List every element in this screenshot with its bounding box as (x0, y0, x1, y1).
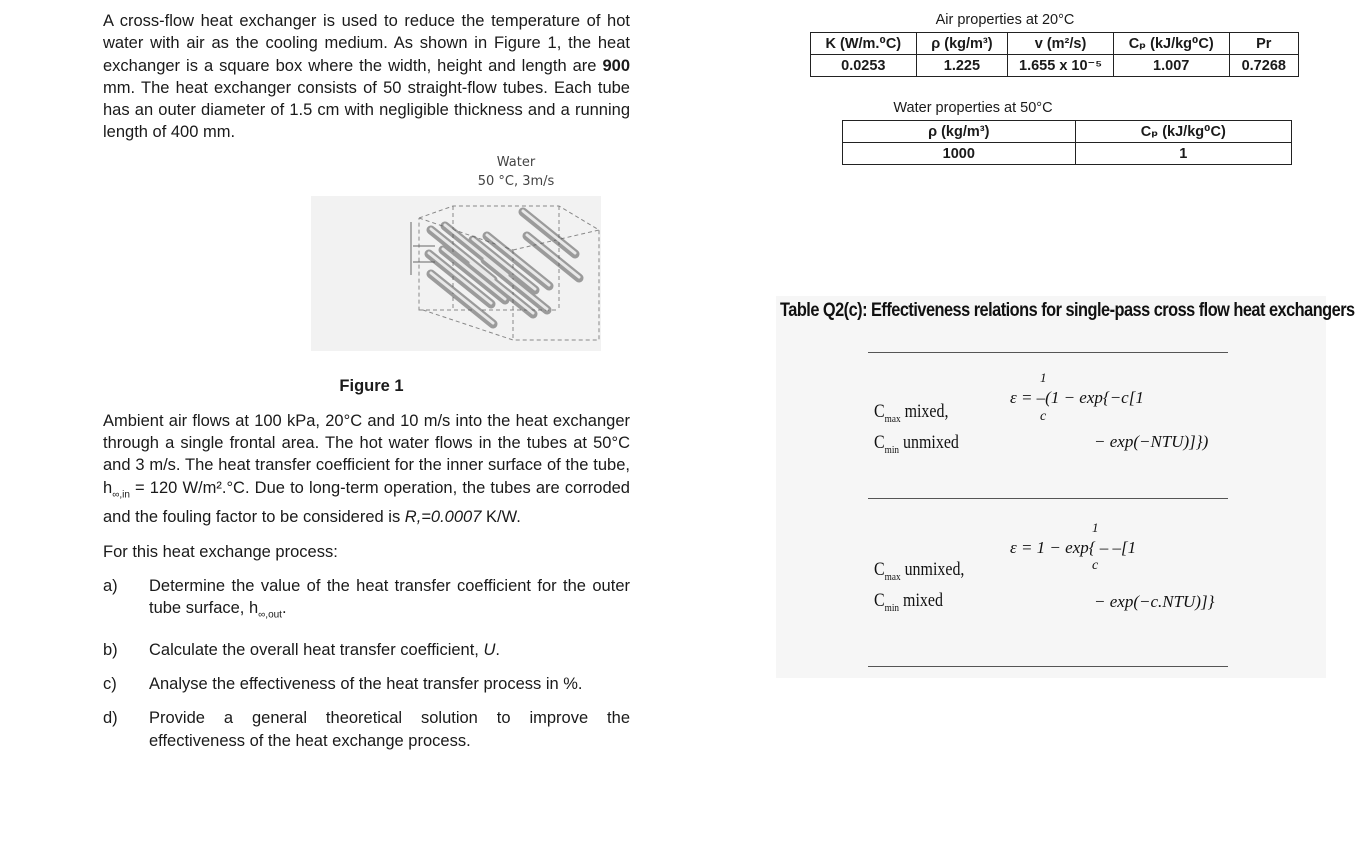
figure-caption: Figure 1 (339, 376, 404, 395)
table-rule (868, 352, 1228, 353)
question-d-text: Provide a general theoretical solution to improve the effectiveness of the heat exchange process. (149, 709, 630, 750)
table-row (811, 55, 1299, 77)
c-symbol: C (874, 431, 885, 453)
question-a-text: Determine the value of the heat transfer coefficient for the outer tube surface, h (149, 576, 630, 618)
case-text: unmixed, (900, 559, 965, 580)
question-b-end: . (495, 640, 500, 659)
table-header-cell: Cₚ (kJ/kg⁰C) (1113, 33, 1229, 55)
question-b-text: Calculate the overall heat transfer coefficient, (149, 640, 484, 659)
u-symbol: U (483, 640, 496, 659)
conditions-paragraph (103, 410, 630, 529)
intro-bold-dimension: 900 (602, 56, 630, 75)
c-symbol: C (874, 559, 885, 580)
table-cell: 0.7268 (1229, 55, 1298, 77)
question-d (103, 707, 630, 752)
air-properties-table (810, 32, 1299, 77)
eq1-top: ε = ‒(1 − exp{−c[1 (1010, 388, 1144, 407)
eq2-numerator: 1 (1092, 520, 1099, 535)
c-subscript: max (884, 412, 901, 425)
table-rule (868, 666, 1228, 667)
case-2-label (874, 558, 964, 620)
table-header-cell: K (W/m.⁰C) (811, 33, 917, 55)
question-letter: b) (103, 640, 118, 659)
case-1-label (874, 400, 959, 462)
question-letter: c) (103, 675, 117, 694)
h-outer-subscript: ∞,out (258, 609, 282, 621)
conditions-text-a: Ambient air flows at 100 kPa, 20°C and 10 m/s into the heat exchanger through a single frontal area. The hot water flows in the tubes at 50°C and 3 m/s. The heat transfer coefficient for the inner surface of the tube, h (103, 411, 630, 497)
fouling-factor: R,=0.0007 (404, 508, 482, 527)
question-list (103, 575, 630, 752)
effectiveness-title: Table Q2(c): Effectiveness relations for single-pass cross flow heat exchangers (780, 300, 1355, 321)
water-label: Water (496, 154, 536, 170)
table-header-cell: v (m²/s) (1008, 33, 1114, 55)
case-text: mixed (899, 589, 943, 611)
c-subscript: max (884, 570, 901, 583)
table-cell: 0.0253 (811, 55, 917, 77)
question-text (149, 639, 630, 661)
eq1-bottom: − exp(−NTU)]}) (1094, 432, 1209, 451)
conditions-text-b: = 120 W/m².°C. Due to long-term operation, the tubes are corroded and the fouling factor to be considered is (103, 478, 630, 527)
process-intro: For this heat exchange process: (103, 542, 338, 561)
eq1-numerator: 1 (1040, 370, 1047, 385)
table-header-cell: ρ (kg/m³) (843, 121, 1076, 143)
table-header-cell: Pr (1229, 33, 1298, 55)
eq2-denominator: c (1092, 558, 1099, 573)
table-row (811, 33, 1299, 55)
intro-paragraph (103, 10, 630, 144)
h-inner-subscript: ∞,in (112, 488, 130, 500)
question-letter: d) (103, 709, 118, 728)
problem-column (103, 10, 630, 764)
question-text (149, 575, 630, 627)
c-subscript: min (884, 601, 900, 614)
table-cell: 1.655 x 10⁻⁵ (1008, 55, 1114, 77)
eq2-top: ε = 1 − exp{ ‒ ‒[1 (1010, 538, 1137, 557)
question-letter: a) (103, 576, 118, 595)
effectiveness-table (776, 296, 1355, 678)
table-row (843, 143, 1292, 165)
water-properties-table (842, 120, 1292, 165)
eq2-bottom: − exp(−c.NTU)]} (1094, 592, 1215, 611)
intro-text: A cross-flow heat exchanger is used to reduce the temperature of hot water with air as the cooling medium. As shown in Figure 1, the heat exchanger is a square box where the width, height and length are (103, 12, 630, 75)
intro-text-end: mm. The heat exchanger consists of 50 straight-flow tubes. Each tube has an outer diameter of 1.5 cm with negligible thickness and a running length of 400 mm. (103, 78, 630, 142)
c-symbol: C (874, 401, 885, 422)
air-table-title: Air properties at 20°C (935, 12, 1075, 28)
question-c-text: Analyse the effectiveness of the heat transfer process in %. (149, 675, 583, 694)
figure-1 (103, 150, 630, 355)
water-conditions: 50 °C, 3m/s (477, 173, 555, 189)
table-rule (868, 498, 1228, 499)
table-cell: 1.007 (1113, 55, 1229, 77)
table-header-cell: ρ (kg/m³) (916, 33, 1008, 55)
water-table-title: Water properties at 50°C (893, 100, 1053, 116)
table-cell: 1.225 (916, 55, 1008, 77)
table-header-cell: Cₚ (kJ/kg⁰C) (1075, 121, 1291, 143)
heat-exchanger-diagram (223, 150, 643, 355)
question-c (103, 673, 630, 695)
table-cell: 1 (1075, 143, 1291, 165)
table-cell: 1000 (843, 143, 1076, 165)
case-text: mixed, (900, 401, 949, 422)
case-text: unmixed (899, 431, 959, 453)
question-a-end: . (281, 599, 287, 618)
table-row (843, 121, 1292, 143)
question-a (103, 575, 630, 627)
eq1-denominator: c (1040, 409, 1047, 424)
c-symbol: C (874, 589, 885, 611)
conditions-text-c: K/W. (481, 508, 521, 527)
c-subscript: min (884, 443, 900, 456)
question-b (103, 639, 630, 661)
